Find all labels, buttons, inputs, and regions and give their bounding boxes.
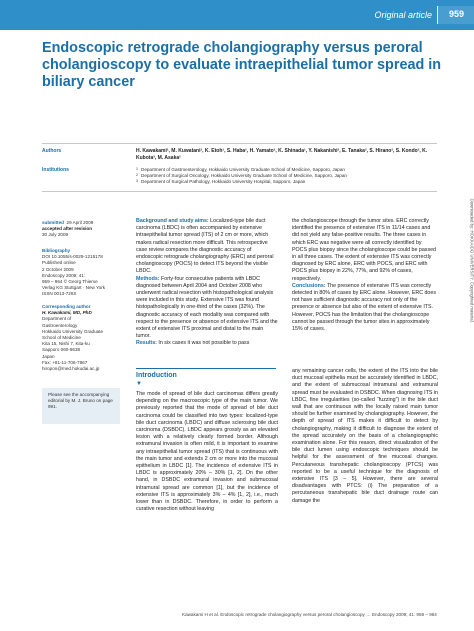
bibliography-line: ISSN 0013-726X bbox=[42, 291, 77, 297]
bibliography-line: DOI 10.1055/s-0029-1215178 bbox=[42, 254, 103, 260]
methods-label: Methods: bbox=[136, 275, 160, 282]
address-line: Japan bbox=[42, 353, 55, 359]
conclusions-label: Conclusions: bbox=[292, 282, 326, 289]
results-continued: the cholangioscope through the tumor sites. ERC correctly identified the presence of extensive ITS in 11/14 cases and did not yield any false-positive results. The three cases in which ERC was negative were all correctly identified by POCS plus biopsy since the cholangioscope could be passed in all three cases. The extent of extensive ITS was correctly diagnosed by ERC alone, ERC with POCS, and ERC with POCS plus biopsy in 22%, 77%, and 92% of cases, respectively. bbox=[292, 218, 436, 282]
background-text: Localized-type bile duct carcinoma (LBDC) is often accompanied by extensive intraepithelial tumor spread (ITS) of 2 cm or more, which makes radical resection more difficult. This retrospective case review compares the diagnostic accuracy of endoscopic retrograde cholangiography (ERC) and peroral cholangioscopy (POCS) to detect ITS beyond the visible LBDC. bbox=[136, 218, 274, 275]
address-line: Gastroenterology bbox=[42, 322, 78, 328]
address-line: Kita 15, Nishi 7, Kita-ku bbox=[42, 341, 90, 347]
journal-header-band bbox=[0, 0, 474, 30]
page-number: 959 bbox=[448, 9, 464, 19]
abstract-column-2 bbox=[292, 218, 438, 333]
submitted-label: submitted bbox=[42, 220, 64, 225]
institution-item: 1 Department of Gastroenterology, Hokkaido University Graduate School of Medicine, Sapporo, Japan bbox=[136, 167, 345, 172]
download-watermark: Downloaded by: HOKKAIDO UNIVERSITY. Copyrighted material. bbox=[469, 198, 474, 323]
corresponding-author bbox=[42, 304, 122, 372]
institutions-label: Institutions bbox=[42, 167, 69, 173]
institution-item: 2 Department of Surgical Oncology, Hokkaido University Graduate School of Medicine, Sapporo, Japan bbox=[136, 173, 347, 178]
conclusions-text: The presence of extensive ITS was correctly detected in 80% of cases by ERC alone. However, ERC does not have sufficient diagnostic accuracy not only of the presence or absence but also of the extent of extensive ITS. However, POCS has the limitation that the cholangioscope cannot be passed through the tumor sites in approximately 15% of cases. bbox=[292, 282, 436, 333]
address-line: School of Medicine bbox=[42, 335, 81, 341]
address-line: Hokkaido University Graduate bbox=[42, 328, 104, 334]
accepted-label: accepted after revision bbox=[42, 226, 93, 232]
accepted-date: 30 July 2009 bbox=[42, 232, 69, 238]
results-label: Results: bbox=[136, 340, 157, 347]
introduction-heading: Introduction bbox=[136, 372, 177, 379]
article-title: Endoscopic retrograde cholangiography versus peroral cholangioscopy to evaluate intraepithelial tumor spread in biliary cancer bbox=[42, 40, 442, 90]
bibliography-line: Verlag KG Stuttgart · New York bbox=[42, 285, 106, 291]
intro-column-1 bbox=[136, 391, 278, 513]
editorial-note-box bbox=[42, 388, 120, 424]
page-footer: Kawakami H et al. Endoscopic retrograde cholangiography versus peroral cholangioscopy … Endoscopy 2009; 41: 959 – 964 bbox=[182, 612, 437, 617]
intro-text: The mode of spread of bile duct carcinomas differs greatly depending on the macroscopic type of the main tumor. We previously reported that the mode of spread of bile duct carcinoma could be classified into two types: localized-type bile duct carcinoma (LBDC) and diffuse sclerosing bile duct carcinoma (DSBDC). LBDC appears grossly as an elevated lesion with a relatively clearly formed border. Although extramural invasion is often mild, it is important to examine any intraepithelial tumor spread (ITS) that is continuous with the main tumor and extends 2 cm or more into the mucosal epithelium in LBDC [1]. The incidence of extensive ITS in LBDC is approximately 20% – 30% [1, 2]. On the other hand, in DSBDC extramural invasion and submucosal intramural spread are common [1], but the incidence of extensive ITS is approximately 3% – 4% [1, 2], i.e., much lower than in DSBDC. Therefore, in order to perform a curative resection without leaving bbox=[136, 391, 278, 513]
email-link[interactable]: hiropon@med.hokudai.ac.jp bbox=[42, 366, 100, 372]
author-list: H. Kawakami¹, M. Kuwatani¹, K. Etoh¹, S. Haba¹, H. Yamato¹, K. Shinada¹, Y. Nakanishi², E. Tanaka², S. Hirano², S. Kondo², K. Kubota³, M. Asaka¹ bbox=[136, 148, 428, 161]
intro-text: any remaining cancer cells, the extent of the ITS into the bile duct mucosal epithelia must be accurately identified in LBDC, and the extent of submucosal intramural and extramural spread must be evaluated in DSBDC. When diagnosing ITS in LBDC, fine irregularities (so-called “fuzzing”) in the bile duct wall that are continuous with the locally raised main tumor should be further examined by cholangiography. However, the depth of spread of ITS makes it difficult to detect by cholangiography, making it difficult to diagnose the extent of the spread accurately on the basis of a cholangiographic examination alone. For this reason, direct visualization of the bile duct lumen using endoscopic techniques should be helpful for the assessment of fine mucosal changes. Percutaneous transhepatic cholangioscopy (PTCS) was reported to be a useful technique for the diagnosis of extensive ITS [3 – 5]. However, there are several disadvantages with PTCS: (i) The preparation of a percutaneous transhepatic bile duct drainage route can damage the bbox=[292, 368, 438, 504]
authors-label: Authors bbox=[42, 148, 62, 154]
bibliography-line: 2 October 2009 bbox=[42, 266, 74, 272]
address-line: Sapporo 060-8638 bbox=[42, 347, 81, 353]
article-history bbox=[42, 220, 122, 239]
corresponding-label: Corresponding author bbox=[42, 304, 91, 309]
methods-text: Forty-four consecutive patients with LBDC diagnosed between April 2004 and October 2008 who underwent radical resection with histopathological analysis were included in this study. Extensive ITS was found histopathologically in one-third of the cases (32%). The diagnostic accuracy of each modality was compared with respect to the presence or absence of extensive ITS and the extent of extensive ITS proximal and distal to the main tumor. bbox=[136, 275, 278, 340]
section-label: Original article bbox=[374, 10, 432, 20]
bibliography-label: Bibliography bbox=[42, 248, 71, 253]
abstract-column-1 bbox=[136, 218, 278, 348]
results-text: In six cases it was not possible to pass bbox=[156, 340, 250, 347]
bibliography-line: 959 – 964 © Georg Thieme bbox=[42, 279, 98, 285]
corresponding-name: H. Kawakami, MD, PhD bbox=[42, 310, 92, 316]
intro-column-2 bbox=[292, 368, 438, 505]
institution-item: 3 Department of Surgical Pathology, Hokkaido University Hospital, Sapporo, Japan bbox=[136, 179, 306, 184]
background-label: Background and study aims: bbox=[136, 218, 209, 224]
editorial-note: Please see the accompanying editorial by M. J. Bruno on page 991. bbox=[48, 392, 113, 410]
intro-rule bbox=[136, 368, 276, 369]
address-line: Fax: +81-11-706-7867 bbox=[42, 359, 88, 365]
bibliography bbox=[42, 248, 122, 298]
triangle-down-icon: ▼ bbox=[136, 381, 142, 387]
bibliography-line: Published online bbox=[42, 260, 76, 266]
divider bbox=[42, 143, 437, 144]
address-line: Department of bbox=[42, 316, 72, 322]
bibliography-line: Endoscopy 2009; 41: bbox=[42, 272, 86, 278]
institution-list bbox=[136, 167, 436, 185]
submitted-date: 29 April 2009 bbox=[66, 220, 94, 225]
divider bbox=[42, 191, 437, 192]
